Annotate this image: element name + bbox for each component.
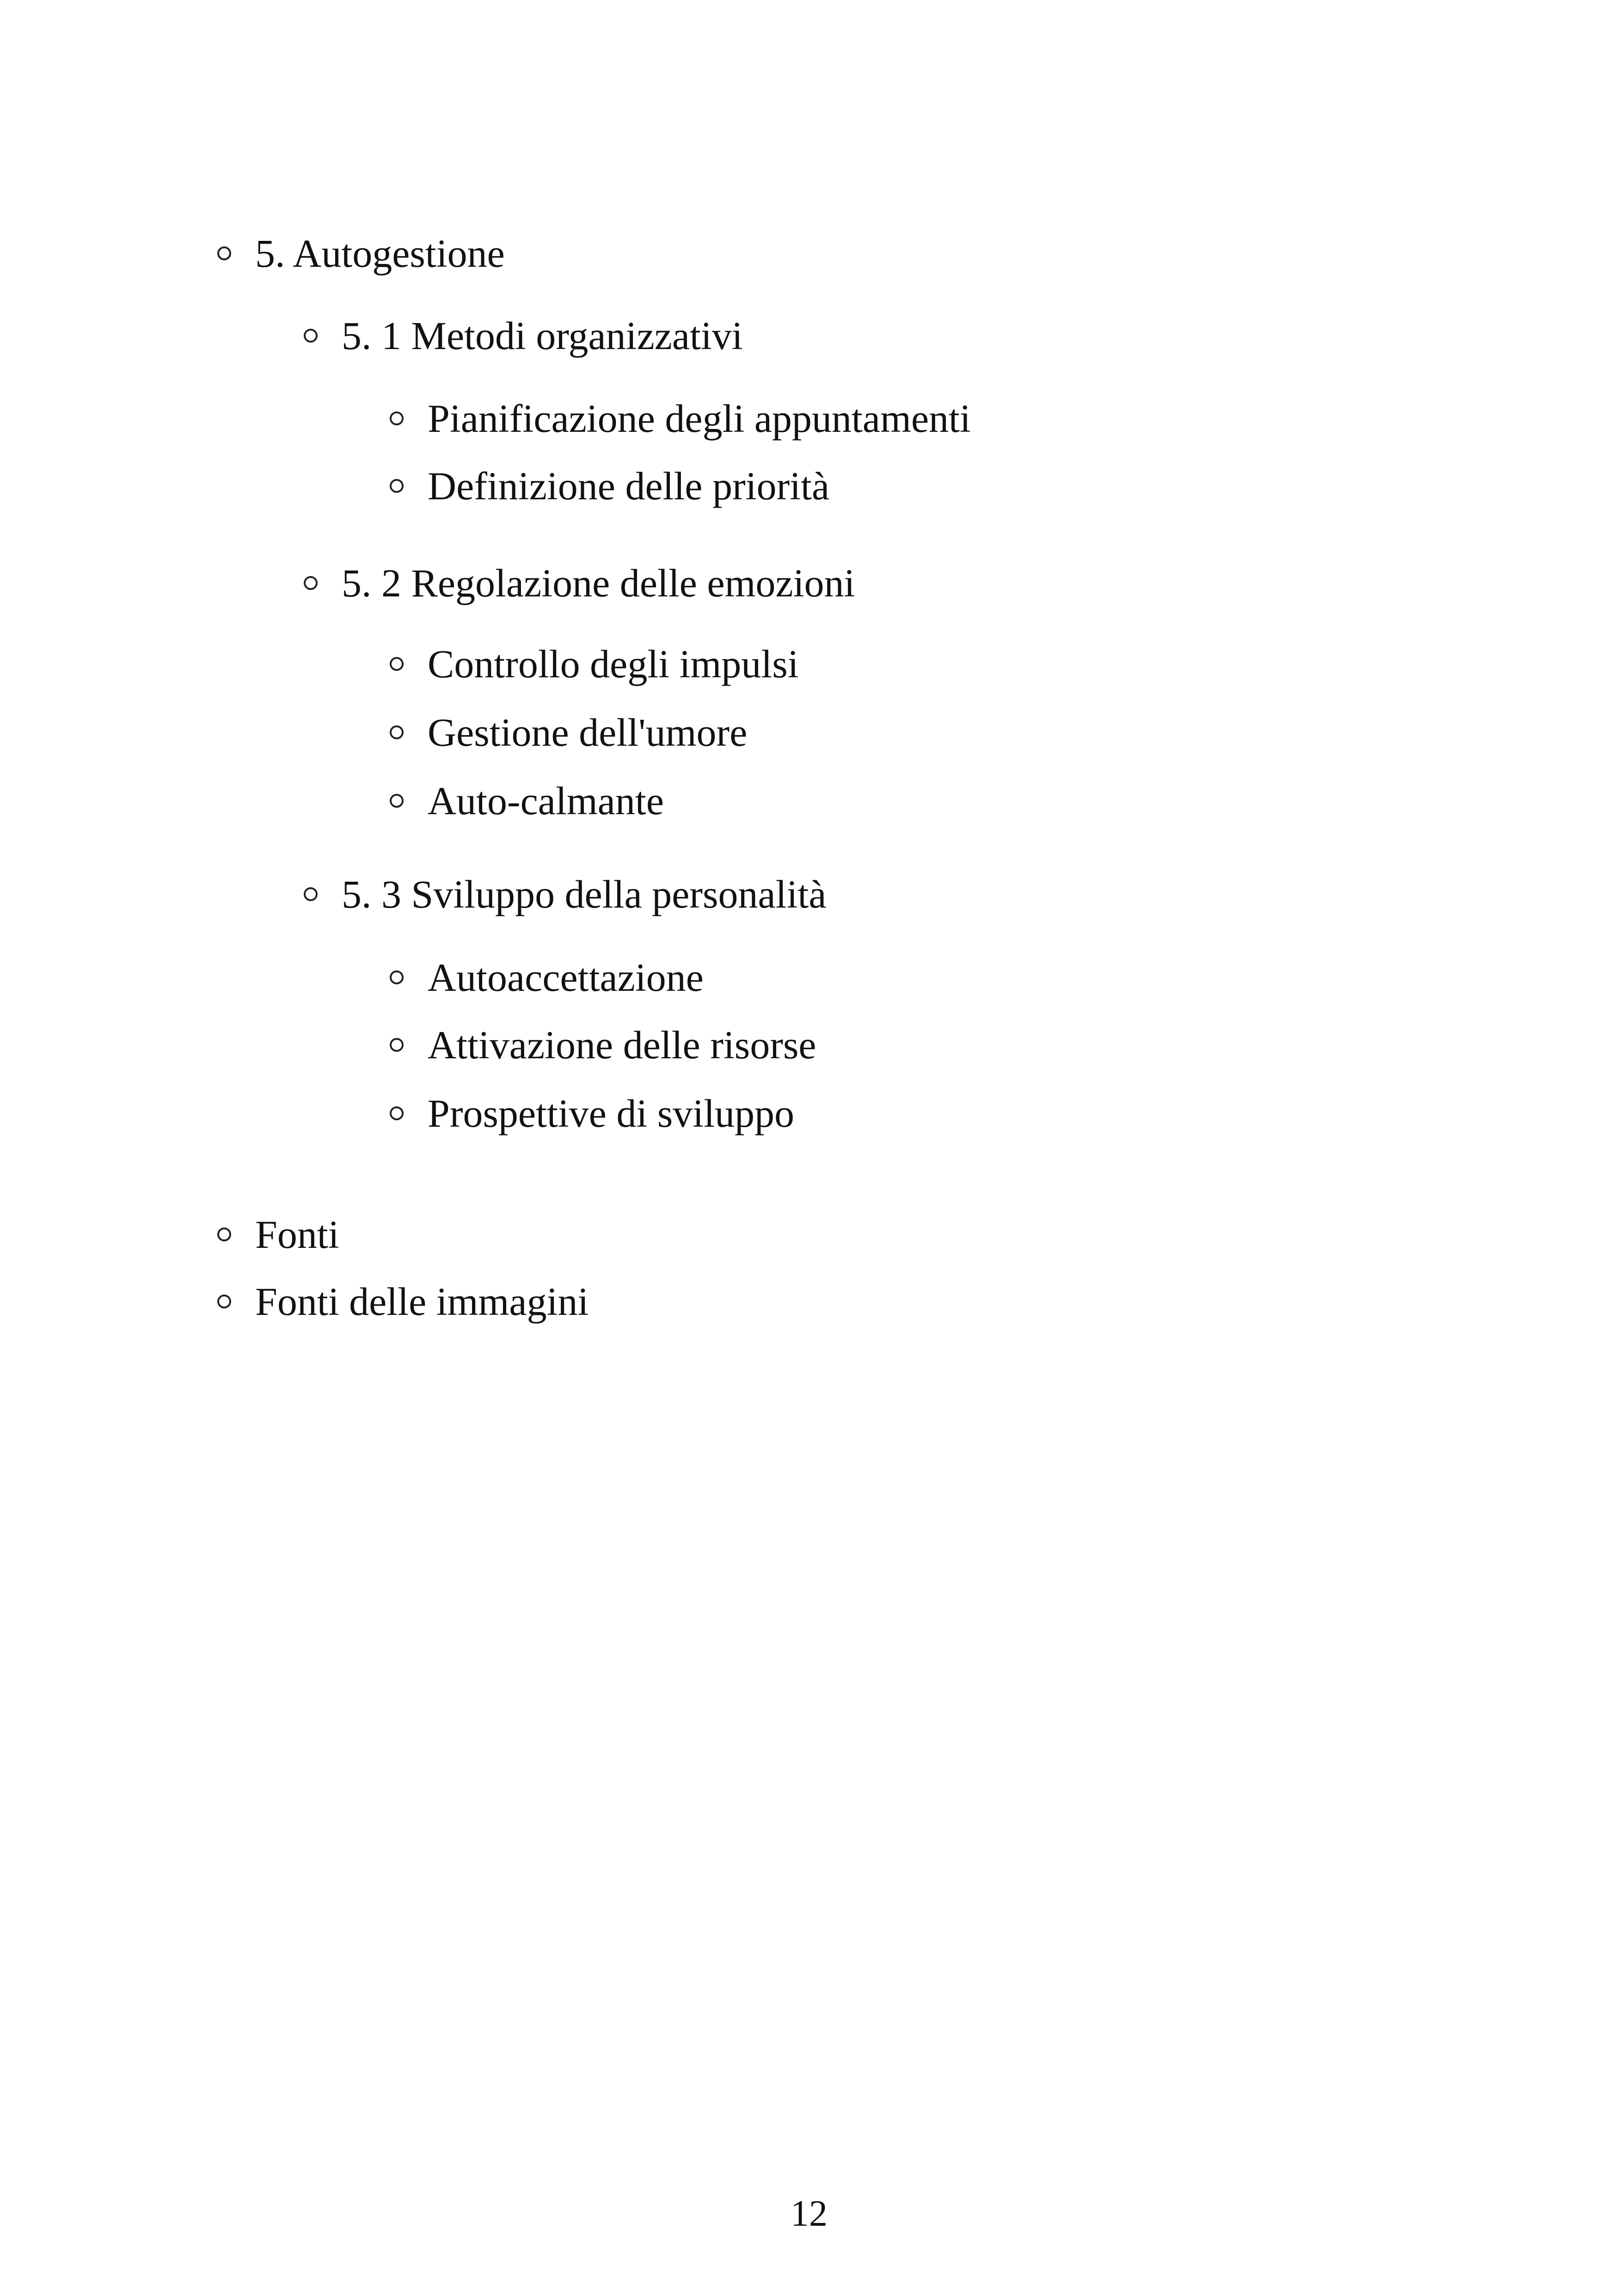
circle-bullet-icon: [390, 725, 404, 739]
circle-bullet-icon: [390, 657, 404, 671]
outline-item-5-3-b: [390, 1025, 816, 1065]
circle-bullet-icon: [217, 246, 231, 260]
outline-item-5-2: [304, 563, 855, 603]
page-number: 12: [791, 2193, 827, 2234]
circle-bullet-icon: [304, 887, 318, 901]
outline-item-5-3-c: [390, 1091, 795, 1136]
circle-bullet-icon: [217, 1295, 231, 1308]
circle-bullet-icon: [390, 970, 404, 984]
outline-item-5-1: [304, 313, 743, 358]
outline-item-5-3-a: [390, 955, 704, 1000]
circle-bullet-icon: [304, 576, 318, 590]
outline-item-5-2-b: [390, 710, 748, 755]
outline-item-5-3: [304, 874, 827, 914]
outline-item-label: Controllo degli impulsi: [428, 642, 799, 686]
outline-item-label: Auto-calmante: [428, 779, 664, 823]
outline-item-5-1-b: [390, 466, 829, 506]
outline-item-label: Attivazione delle risorse: [428, 1023, 816, 1067]
outline-item-5-2-c: [390, 781, 664, 821]
outline-item-label: Gestione dell'umore: [428, 710, 748, 755]
outline-item-label: Definizione delle priorità: [428, 464, 830, 508]
outline-item-label: 5. 2 Regolazione delle emozioni: [342, 561, 855, 605]
outline-item-label: Prospettive di sviluppo: [428, 1091, 795, 1136]
outline-item-section-5: [217, 231, 505, 276]
outline-item-5-1-a: [390, 396, 971, 441]
outline-item-image-sources: [217, 1279, 589, 1324]
circle-bullet-icon: [304, 329, 318, 343]
outline-item-5-2-a: [390, 644, 799, 684]
circle-bullet-icon: [390, 411, 404, 425]
circle-bullet-icon: [390, 479, 404, 493]
outline-item-label: Fonti delle immagini: [255, 1279, 589, 1324]
outline-item-label: Autoaccettazione: [428, 955, 704, 1000]
circle-bullet-icon: [390, 1106, 404, 1120]
circle-bullet-icon: [217, 1228, 231, 1241]
outline-item-sources: [217, 1212, 339, 1257]
outline-item-label: Fonti: [255, 1212, 339, 1257]
outline-item-label: 5. 3 Sviluppo della personalità: [342, 872, 827, 916]
circle-bullet-icon: [390, 794, 404, 808]
circle-bullet-icon: [390, 1038, 404, 1052]
outline-item-label: Pianificazione degli appuntamenti: [428, 396, 971, 441]
outline-item-label: 5. 1 Metodi organizzativi: [342, 313, 743, 358]
outline-item-label: 5. Autogestione: [255, 231, 505, 276]
